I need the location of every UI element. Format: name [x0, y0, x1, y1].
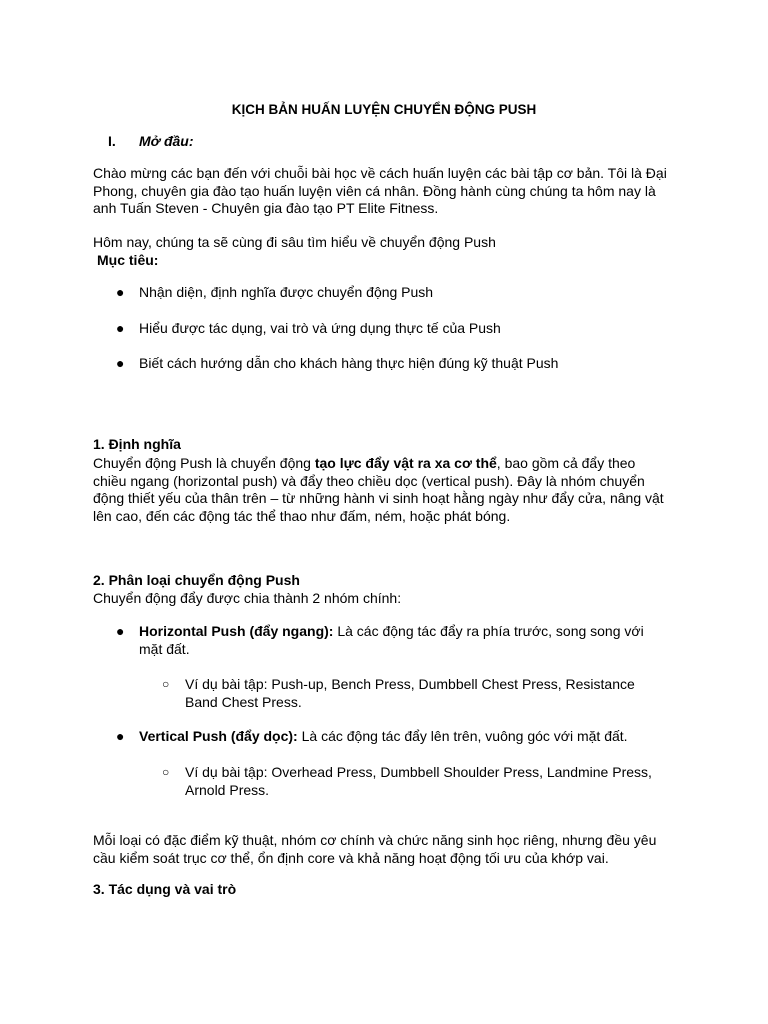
intro-heading-text: Mở đầu: — [139, 133, 194, 149]
intro-paragraph — [93, 165, 693, 218]
horizontal-push-label: Horizontal Push (đẩy ngang): — [139, 623, 334, 639]
goal-item: Biết cách hướng dẫn cho khách hàng thực hiện đúng kỹ thuật Push — [139, 355, 559, 371]
summary-line: cầu kiểm soát trục cơ thể, ổn định core và khả năng hoạt động tối ưu của khớp vai. — [93, 849, 609, 866]
summary-line: Mỗi loại có đặc điểm kỹ thuật, nhóm cơ chính và chức năng sinh học riêng, nhưng đều yêu — [93, 832, 657, 848]
classification-heading: 2. Phân loại chuyển động Push — [93, 572, 300, 588]
intro-today-paragraph: Hôm nay, chúng ta sẽ cùng đi sâu tìm hiểu về chuyển động Push — [93, 234, 496, 250]
example-line: Arnold Press. — [185, 781, 270, 798]
goals-label: Mục tiêu: — [97, 252, 159, 268]
vertical-push-item — [139, 728, 679, 746]
definition-paragraph — [93, 455, 713, 525]
example-line: Ví dụ bài tập: Push-up, Bench Press, Dumbbell Chest Press, Resistance — [185, 676, 635, 692]
goal-item: Hiểu được tác dụng, vai trò và ứng dụng thực tế của Push — [139, 320, 501, 336]
vertical-push-text: Là các động tác đẩy lên trên, vuông góc với mặt đất. — [297, 728, 628, 744]
horizontal-push-line: mặt đất. — [139, 640, 190, 657]
vertical-push-label: Vertical Push (đẩy dọc): — [139, 728, 298, 744]
circle-bullet-icon: ○ — [162, 765, 170, 779]
horizontal-push-text: Là các động tác đẩy ra phía trước, song song với — [333, 623, 644, 639]
definition-text: Chuyển động Push là chuyển động — [93, 455, 315, 471]
bullet-icon: ● — [116, 284, 125, 300]
circle-bullet-icon: ○ — [162, 677, 170, 691]
effects-heading: 3. Tác dụng và vai trò — [93, 881, 237, 897]
bullet-icon: ● — [116, 623, 125, 639]
bullet-icon: ● — [116, 728, 125, 744]
intro-paragraph-line: anh Tuấn Steven - Chuyên gia đào tạo PT Elite Fitness. — [93, 200, 439, 216]
horizontal-push-item — [139, 623, 679, 658]
intro-heading — [108, 133, 194, 151]
definition-line — [93, 455, 713, 473]
bullet-icon: ● — [116, 355, 125, 371]
definition-line: chiều ngang (horizontal push) và đẩy theo chiều dọc (vertical push). Đây là nhóm chuyển — [93, 472, 645, 489]
definition-heading: 1. Định nghĩa — [93, 436, 181, 452]
definition-text: , bao gồm cả đẩy theo — [496, 455, 636, 471]
classification-intro: Chuyển động đẩy được chia thành 2 nhóm chính: — [93, 590, 402, 606]
vertical-push-example — [185, 764, 665, 799]
intro-heading-number: I. — [108, 133, 116, 149]
definition-line: động thiết yếu của thân trên – từ những hành vi sinh hoạt hằng ngày như đẩy cửa, nâng vật — [93, 490, 664, 506]
horizontal-push-line — [139, 623, 679, 641]
classification-summary — [93, 832, 713, 867]
definition-line: lên cao, đến các động tác thể thao như đấm, ném, hoặc phát bóng. — [93, 507, 511, 524]
example-line: Ví dụ bài tập: Overhead Press, Dumbbell Shoulder Press, Landmine Press, — [185, 764, 652, 780]
document-title: KỊCH BẢN HUẤN LUYỆN CHUYỂN ĐỘNG PUSH — [231, 102, 537, 117]
intro-paragraph-line: Phong, chuyên gia đào tạo huấn luyện viên cá nhân. Đồng hành cùng chúng ta hôm nay là — [93, 182, 656, 199]
definition-bold-text: tạo lực đẩy vật ra xa cơ thể — [314, 455, 497, 471]
intro-paragraph-line: Chào mừng các bạn đến với chuỗi bài học về cách huấn luyện các bài tập cơ bản. Tôi là Đại — [93, 165, 667, 181]
example-line: Band Chest Press. — [185, 693, 302, 710]
bullet-icon: ● — [116, 320, 125, 336]
horizontal-push-example — [185, 676, 665, 711]
goal-item: Nhận diện, định nghĩa được chuyển động Push — [139, 284, 434, 300]
